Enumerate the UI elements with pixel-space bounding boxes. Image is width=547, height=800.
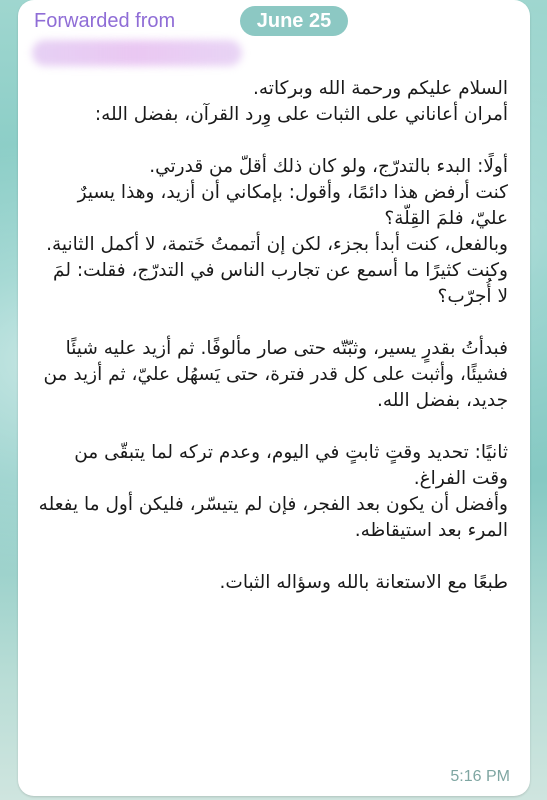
paragraph-gap xyxy=(38,128,508,154)
message-paragraph: طبعًا مع الاستعانة بالله وسؤاله الثبات. xyxy=(219,572,508,593)
message-paragraph: أمران أعاناني على الثبات على وِرد القرآن، بفضل الله: xyxy=(94,104,508,125)
paragraph-gap xyxy=(38,310,508,336)
message-paragraph: فبدأتُ بقدرٍ يسير، وثبّتّه حتى صار مألوفًا. ثم أزيد عليه شيئًا فشيئًا، وأثبت على كل قدر فترة، حتى يَسهُل عليّ، ثم أزيد من جديد، بفضل الله. xyxy=(43,338,508,411)
date-badge: June 25 xyxy=(240,6,348,36)
message-paragraph: أولًا: البدء بالتدرّج، ولو كان ذلك أقلّ من قدرتي. xyxy=(149,156,508,177)
message-timestamp: 5:16 PM xyxy=(450,768,510,785)
message-paragraph: ثانيًا: تحديد وقتٍ ثابتٍ في اليوم، وعدم تركه لما يتبقّى من وقت الفراغ. xyxy=(74,442,508,489)
message-paragraph: وبالفعل، كنت أبدأ بجزء، لكن إن أتممتُ خَتمة، لا أكمل الثانية. xyxy=(46,234,508,255)
message-paragraph: كنت أرفض هذا دائمًا، وأقول: بإمكاني أن أزيد، وهذا يسيرٌ عليّ، فلمَ القِلّة؟ xyxy=(77,182,508,229)
paragraph-gap xyxy=(38,544,508,570)
forwarded-from-label[interactable]: Forwarded from xyxy=(34,10,176,32)
message-text xyxy=(38,76,508,596)
message-paragraph: وأفضل أن يكون بعد الفجر، فإن لم يتيسّر، فليكن أول ما يفعله المرء بعد استيقاظه. xyxy=(38,494,508,541)
paragraph-gap xyxy=(38,414,508,440)
message-paragraph: السلام عليكم ورحمة الله وبركاته. xyxy=(253,78,508,99)
forward-sender-name-redacted[interactable] xyxy=(32,40,242,66)
message-paragraph: وكنت كثيرًا ما أسمع عن تجارب الناس في التدرّج، فقلت: لمَ لا أُجرّب؟ xyxy=(53,260,508,307)
message-bubble[interactable] xyxy=(18,0,530,796)
